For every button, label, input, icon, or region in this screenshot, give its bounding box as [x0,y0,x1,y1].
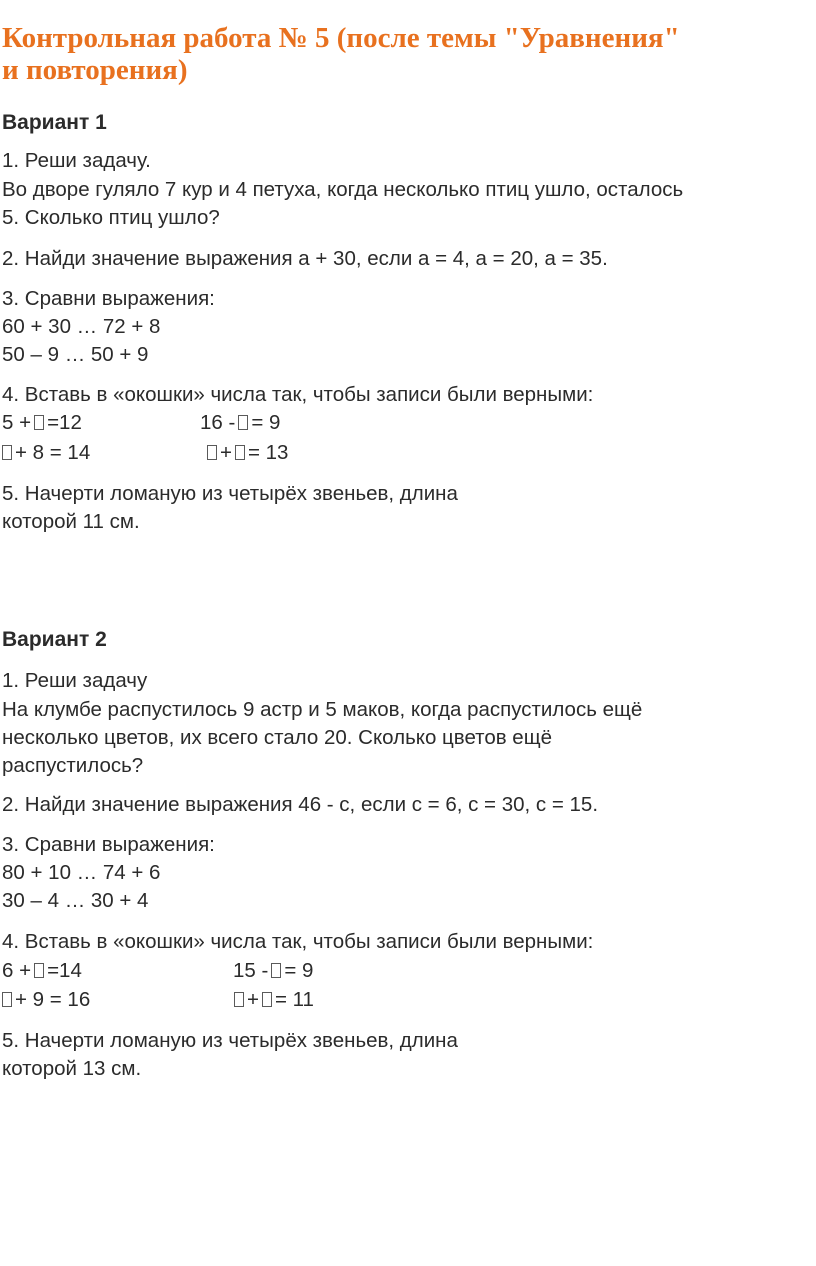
v1-task3-label: 3. Сравни выражения: [2,287,215,310]
v2-task4-row-2 [2,987,314,1013]
v1-task4-equation-c: + 8 = 14 [2,440,204,466]
v1-task2: 2. Найди значение выражения а + 30, если а = 4, а = 20, а = 35. [2,247,608,270]
page-title-line-1: Контрольная работа № 5 (после темы "Уравнения" [2,22,680,54]
v1-task1-text-line-2: 5. Сколько птиц ушло? [2,206,220,229]
answer-box[interactable] [238,415,248,430]
answer-box[interactable] [207,445,217,460]
v2-task4-equation-c: + 9 = 16 [2,987,231,1013]
v1-task1-label: 1. Реши задачу. [2,149,151,172]
answer-box[interactable] [235,445,245,460]
answer-box[interactable] [234,992,244,1007]
answer-box[interactable] [34,415,44,430]
v1-task4-label: 4. Вставь в «окошки» числа так, чтобы записи были верными: [2,383,594,406]
v2-task4-equation-a: 6 + =14 [2,959,82,982]
v2-task1-text-line-2: несколько цветов, их всего стало 20. Сколько цветов ещё [2,726,552,749]
v1-task4-row-2 [2,440,288,466]
variant-2-heading: Вариант 2 [2,628,107,651]
answer-box[interactable] [262,992,272,1007]
v1-task5-line-1: 5. Начерти ломаную из четырёх звеньев, длина [2,482,458,505]
v1-task4-row-1 [2,410,280,436]
v2-task3-line-2: 30 – 4 … 30 + 4 [2,889,149,912]
v2-task4-equation-b: 15 - = 9 [233,959,314,982]
answer-box[interactable] [2,445,12,460]
v2-task5-line-1: 5. Начерти ломаную из четырёх звеньев, длина [2,1029,458,1052]
page-title [2,22,814,86]
v2-task4-equation-d: + = 11 [231,987,314,1013]
v1-task4-equation-a: 5 + =12 [2,411,82,434]
v2-task5-line-2: которой 13 см. [2,1057,142,1080]
v1-task5-line-2: которой 11 см. [2,510,140,533]
v1-task3-line-2: 50 – 9 … 50 + 9 [2,343,149,366]
v2-task1-text-line-3: распустилось? [2,754,144,777]
answer-box[interactable] [271,963,281,978]
v2-task3-line-1: 80 + 10 … 74 + 6 [2,861,161,884]
v1-task1-text-line-1: Во дворе гуляло 7 кур и 4 петуха, когда несколько птиц ушло, осталось [2,178,684,201]
v2-task1-text-line-1: На клумбе распустилось 9 астр и 5 маков, когда распустилось ещё [2,698,643,721]
v2-task1-label: 1. Реши задачу [2,669,148,692]
answer-box[interactable] [2,992,12,1007]
page-title-line-2: и повторения) [2,54,188,86]
v1-task4-equation-b: 16 - = 9 [200,411,281,434]
v2-task4-label: 4. Вставь в «окошки» числа так, чтобы записи были верными: [2,930,594,953]
variant-1-heading: Вариант 1 [2,111,107,134]
v2-task4-row-1 [2,958,313,984]
answer-box[interactable] [34,963,44,978]
v1-task3-line-1: 60 + 30 … 72 + 8 [2,315,161,338]
v2-task3-label: 3. Сравни выражения: [2,833,215,856]
v1-task4-equation-d: + = 13 [204,440,288,466]
v2-task2: 2. Найди значение выражения 46 - с, если с = 6, с = 30, с = 15. [2,793,599,816]
